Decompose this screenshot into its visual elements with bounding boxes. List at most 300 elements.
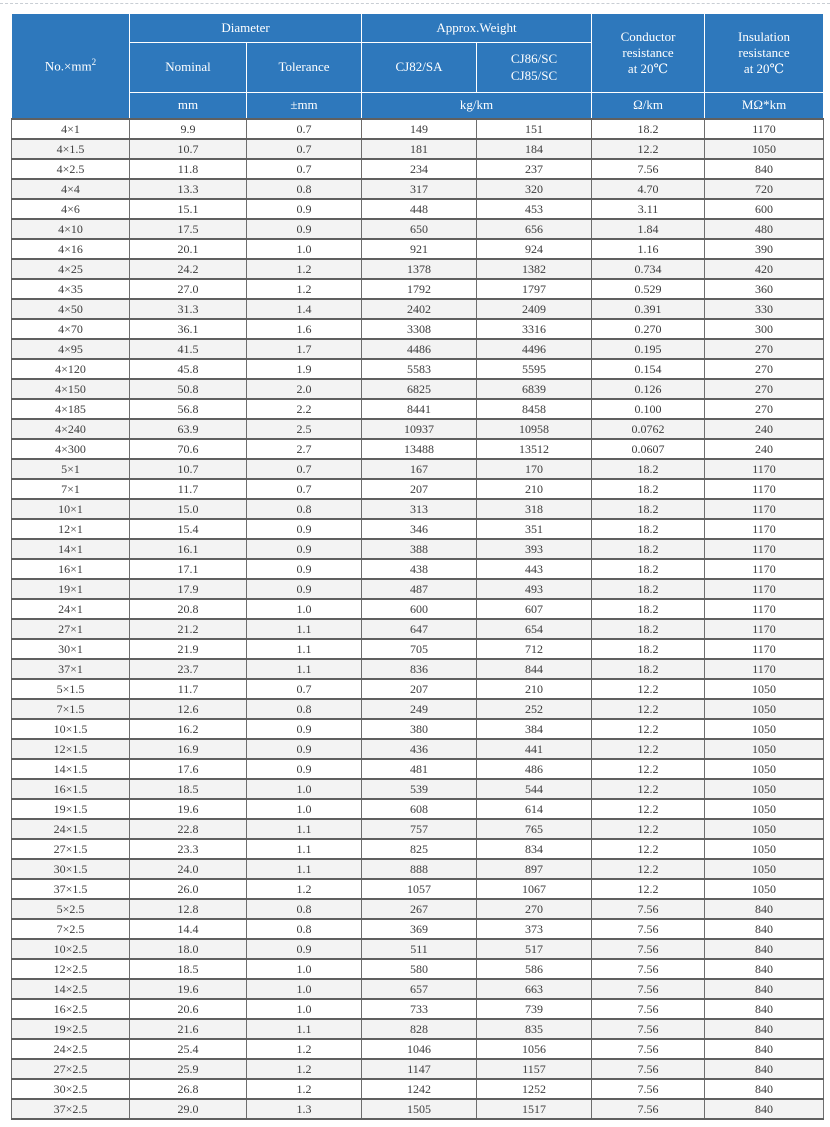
table-cell: 487 (362, 579, 477, 599)
table-row (12, 659, 824, 679)
header-insulation-line1: Insulation (738, 28, 791, 44)
table-cell: 393 (477, 539, 592, 559)
header-conductor-line3: at 20℃ (627, 61, 669, 77)
table-cell: 13488 (362, 439, 477, 459)
table-cell: 12.2 (592, 699, 705, 719)
header-cj82: CJ82/SA (362, 43, 477, 93)
table-cell: 0.7 (247, 159, 362, 179)
table-cell: 4.70 (592, 179, 705, 199)
table-cell: 330 (705, 299, 824, 319)
table-cell: 7×2.5 (12, 919, 130, 939)
table-cell: 539 (362, 779, 477, 799)
table-cell: 12.6 (130, 699, 247, 719)
header-no-mm2 (12, 14, 130, 120)
table-cell: 0.9 (247, 939, 362, 959)
table-cell: 1170 (705, 579, 824, 599)
table-cell: 493 (477, 579, 592, 599)
table-row (12, 139, 824, 159)
table-cell: 1.0 (247, 959, 362, 979)
table-cell: 25.9 (130, 1059, 247, 1079)
table-row (12, 919, 824, 939)
table-cell: 1050 (705, 879, 824, 899)
table-cell: 270 (705, 379, 824, 399)
table-cell: 270 (477, 899, 592, 919)
table-cell: 23.3 (130, 839, 247, 859)
table-cell: 267 (362, 899, 477, 919)
table-cell: 1.16 (592, 239, 705, 259)
table-row (12, 679, 824, 699)
table-cell: 4496 (477, 339, 592, 359)
table-cell: 1050 (705, 819, 824, 839)
table-cell: 30×2.5 (12, 1079, 130, 1099)
cable-spec-table (11, 13, 824, 1120)
table-row (12, 559, 824, 579)
table-cell: 24×2.5 (12, 1039, 130, 1059)
table-cell: 840 (705, 1059, 824, 1079)
table-cell: 4×240 (12, 419, 130, 439)
table-cell: 836 (362, 659, 477, 679)
table-cell: 480 (705, 219, 824, 239)
table-cell: 15.1 (130, 199, 247, 219)
table-cell: 2.5 (247, 419, 362, 439)
table-cell: 21.2 (130, 619, 247, 639)
table-row (12, 479, 824, 499)
table-cell: 0.154 (592, 359, 705, 379)
table-cell: 12.2 (592, 139, 705, 159)
table-cell: 12.2 (592, 799, 705, 819)
table-cell: 1252 (477, 1079, 592, 1099)
table-cell: 346 (362, 519, 477, 539)
table-cell: 4×10 (12, 219, 130, 239)
table-row (12, 859, 824, 879)
table-cell: 1056 (477, 1039, 592, 1059)
table-cell: 6825 (362, 379, 477, 399)
table-cell: 1.6 (247, 319, 362, 339)
table-cell: 0.8 (247, 699, 362, 719)
table-cell: 4×4 (12, 179, 130, 199)
table-cell: 600 (705, 199, 824, 219)
table-cell: 1.1 (247, 839, 362, 859)
table-cell: 270 (705, 359, 824, 379)
table-row (12, 279, 824, 299)
table-row (12, 179, 824, 199)
table-cell: 63.9 (130, 419, 247, 439)
table-cell: 19.6 (130, 799, 247, 819)
table-cell: 1.1 (247, 659, 362, 679)
table-cell: 1.2 (247, 259, 362, 279)
table-cell: 1517 (477, 1099, 592, 1119)
table-row (12, 299, 824, 319)
table-cell: 1505 (362, 1099, 477, 1119)
table-cell: 0.126 (592, 379, 705, 399)
table-cell: 18.2 (592, 639, 705, 659)
table-cell: 0.9 (247, 739, 362, 759)
table-cell: 0.270 (592, 319, 705, 339)
table-cell: 739 (477, 999, 592, 1019)
table-cell: 17.5 (130, 219, 247, 239)
table-body (12, 119, 824, 1119)
table-cell: 26.8 (130, 1079, 247, 1099)
table-row (12, 719, 824, 739)
table-cell: 18.5 (130, 779, 247, 799)
table-cell: 1.1 (247, 819, 362, 839)
table-cell: 1050 (705, 679, 824, 699)
table-cell: 19×2.5 (12, 1019, 130, 1039)
table-cell: 390 (705, 239, 824, 259)
table-cell: 18.2 (592, 499, 705, 519)
table-cell: 1.0 (247, 979, 362, 999)
table-row (12, 319, 824, 339)
table-row (12, 239, 824, 259)
table-cell: 0.734 (592, 259, 705, 279)
unit-insulation: MΩ*km (705, 93, 824, 120)
table-cell: 840 (705, 1039, 824, 1059)
table-cell: 24.0 (130, 859, 247, 879)
table-cell: 897 (477, 859, 592, 879)
table-cell: 1170 (705, 519, 824, 539)
header-diameter: Diameter (130, 14, 362, 43)
table-cell: 5×1 (12, 459, 130, 479)
table-cell: 757 (362, 819, 477, 839)
table-cell: 1050 (705, 699, 824, 719)
table-cell: 24×1 (12, 599, 130, 619)
table-cell: 270 (705, 339, 824, 359)
table-cell: 29.0 (130, 1099, 247, 1119)
table-cell: 56.8 (130, 399, 247, 419)
table-cell: 840 (705, 959, 824, 979)
table-cell: 313 (362, 499, 477, 519)
table-cell: 1170 (705, 659, 824, 679)
table-cell: 10.7 (130, 459, 247, 479)
table-row (12, 399, 824, 419)
table-cell: 2409 (477, 299, 592, 319)
table-cell: 380 (362, 719, 477, 739)
table-cell: 1046 (362, 1039, 477, 1059)
table-cell: 18.2 (592, 459, 705, 479)
table-cell: 825 (362, 839, 477, 859)
table-cell: 614 (477, 799, 592, 819)
table-cell: 20.6 (130, 999, 247, 1019)
table-cell: 1.2 (247, 1059, 362, 1079)
table-cell: 18.2 (592, 519, 705, 539)
table-cell: 17.9 (130, 579, 247, 599)
page-top-rule (0, 3, 830, 4)
table-cell: 70.6 (130, 439, 247, 459)
table-cell: 12.2 (592, 719, 705, 739)
table-cell: 0.7 (247, 479, 362, 499)
table-cell: 12×1.5 (12, 739, 130, 759)
table-cell: 17.6 (130, 759, 247, 779)
table-cell: 517 (477, 939, 592, 959)
table-row (12, 359, 824, 379)
table-cell: 14×1 (12, 539, 130, 559)
table-cell: 7.56 (592, 899, 705, 919)
table-cell: 5595 (477, 359, 592, 379)
table-cell: 14×2.5 (12, 979, 130, 999)
table-cell: 1170 (705, 119, 824, 139)
table-cell: 1170 (705, 559, 824, 579)
table-row (12, 259, 824, 279)
table-row (12, 879, 824, 899)
table-cell: 3308 (362, 319, 477, 339)
table-cell: 840 (705, 1099, 824, 1119)
table-row (12, 1099, 824, 1119)
table-row (12, 539, 824, 559)
table-cell: 4×95 (12, 339, 130, 359)
table-cell: 4×6 (12, 199, 130, 219)
table-cell: 14×1.5 (12, 759, 130, 779)
unit-weight: kg/km (362, 93, 592, 120)
table-row (12, 739, 824, 759)
table-cell: 4×50 (12, 299, 130, 319)
table-cell: 1157 (477, 1059, 592, 1079)
table-cell: 1.1 (247, 619, 362, 639)
table-cell: 1170 (705, 599, 824, 619)
table-cell: 733 (362, 999, 477, 1019)
table-cell: 840 (705, 1019, 824, 1039)
table-cell: 1170 (705, 459, 824, 479)
table-cell: 441 (477, 739, 592, 759)
table-cell: 1.1 (247, 859, 362, 879)
table-cell: 1050 (705, 139, 824, 159)
table-cell: 1242 (362, 1079, 477, 1099)
table-cell: 7.56 (592, 1079, 705, 1099)
table-cell: 37×2.5 (12, 1099, 130, 1119)
table-cell: 11.8 (130, 159, 247, 179)
table-cell: 1170 (705, 479, 824, 499)
table-cell: 7.56 (592, 999, 705, 1019)
table-cell: 1382 (477, 259, 592, 279)
table-cell: 22.8 (130, 819, 247, 839)
table-cell: 921 (362, 239, 477, 259)
table-row (12, 619, 824, 639)
table-cell: 12.2 (592, 879, 705, 899)
unit-nominal: mm (130, 93, 247, 120)
table-row (12, 1079, 824, 1099)
table-cell: 4486 (362, 339, 477, 359)
table-cell: 4×1 (12, 119, 130, 139)
table-header (12, 14, 824, 120)
table-cell: 36.1 (130, 319, 247, 339)
table-cell: 1050 (705, 759, 824, 779)
table-cell: 12.2 (592, 679, 705, 699)
header-cj86-line2: CJ85/SC (510, 67, 558, 83)
table-cell: 360 (705, 279, 824, 299)
table-cell: 1050 (705, 739, 824, 759)
table-cell: 4×2.5 (12, 159, 130, 179)
table-cell: 1.1 (247, 639, 362, 659)
table-cell: 840 (705, 899, 824, 919)
table-cell: 3316 (477, 319, 592, 339)
table-cell: 10937 (362, 419, 477, 439)
table-cell: 14.4 (130, 919, 247, 939)
table-cell: 18.5 (130, 959, 247, 979)
table-row (12, 199, 824, 219)
table-cell: 448 (362, 199, 477, 219)
table-cell: 234 (362, 159, 477, 179)
table-row (12, 1019, 824, 1039)
table-cell: 7.56 (592, 979, 705, 999)
table-cell: 3.11 (592, 199, 705, 219)
table-cell: 0.0762 (592, 419, 705, 439)
table-cell: 840 (705, 939, 824, 959)
table-cell: 320 (477, 179, 592, 199)
table-cell: 1170 (705, 539, 824, 559)
table-row (12, 639, 824, 659)
table-cell: 12.2 (592, 859, 705, 879)
table-cell: 7.56 (592, 1099, 705, 1119)
table-cell: 12.8 (130, 899, 247, 919)
table-cell: 705 (362, 639, 477, 659)
table-cell: 1147 (362, 1059, 477, 1079)
table-cell: 300 (705, 319, 824, 339)
table-cell: 207 (362, 679, 477, 699)
table-cell: 10×1 (12, 499, 130, 519)
header-approx-weight: Approx.Weight (362, 14, 592, 43)
table-row (12, 799, 824, 819)
header-conductor-resistance (592, 14, 705, 93)
table-cell: 0.9 (247, 539, 362, 559)
table-cell: 5583 (362, 359, 477, 379)
table-cell: 369 (362, 919, 477, 939)
table-row (12, 819, 824, 839)
table-cell: 1.84 (592, 219, 705, 239)
table-cell: 17.1 (130, 559, 247, 579)
table-cell: 7×1 (12, 479, 130, 499)
table-cell: 240 (705, 419, 824, 439)
table-cell: 840 (705, 979, 824, 999)
table-cell: 18.2 (592, 619, 705, 639)
table-cell: 828 (362, 1019, 477, 1039)
table-cell: 1057 (362, 879, 477, 899)
table-cell: 580 (362, 959, 477, 979)
table-cell: 7.56 (592, 959, 705, 979)
table-cell: 240 (705, 439, 824, 459)
table-cell: 9.9 (130, 119, 247, 139)
table-cell: 4×185 (12, 399, 130, 419)
table-cell: 6839 (477, 379, 592, 399)
table-cell: 7.56 (592, 159, 705, 179)
table-cell: 2.7 (247, 439, 362, 459)
table-cell: 19×1 (12, 579, 130, 599)
table-cell: 1.0 (247, 239, 362, 259)
table-cell: 16×2.5 (12, 999, 130, 1019)
table-cell: 384 (477, 719, 592, 739)
table-cell: 318 (477, 499, 592, 519)
table-cell: 654 (477, 619, 592, 639)
table-cell: 19.6 (130, 979, 247, 999)
table-cell: 24.2 (130, 259, 247, 279)
table-cell: 18.2 (592, 539, 705, 559)
table-cell: 18.2 (592, 599, 705, 619)
table-cell: 1.9 (247, 359, 362, 379)
table-cell: 151 (477, 119, 592, 139)
table-cell: 41.5 (130, 339, 247, 359)
table-row (12, 339, 824, 359)
table-cell: 0.9 (247, 559, 362, 579)
table-cell: 0.7 (247, 139, 362, 159)
table-cell: 5×1.5 (12, 679, 130, 699)
table-cell: 607 (477, 599, 592, 619)
table-cell: 12×1 (12, 519, 130, 539)
table-cell: 2402 (362, 299, 477, 319)
table-cell: 388 (362, 539, 477, 559)
table-row (12, 579, 824, 599)
table-cell: 8441 (362, 399, 477, 419)
table-cell: 835 (477, 1019, 592, 1039)
table-cell: 0.529 (592, 279, 705, 299)
table-cell: 4×35 (12, 279, 130, 299)
table-row (12, 1039, 824, 1059)
table-cell: 210 (477, 679, 592, 699)
table-row (12, 379, 824, 399)
table-cell: 13512 (477, 439, 592, 459)
table-cell: 2.2 (247, 399, 362, 419)
table-cell: 0.9 (247, 219, 362, 239)
table-cell: 7.56 (592, 1039, 705, 1059)
table-cell: 1.4 (247, 299, 362, 319)
table-cell: 249 (362, 699, 477, 719)
table-cell: 1.0 (247, 999, 362, 1019)
table-cell: 30×1.5 (12, 859, 130, 879)
table-cell: 20.1 (130, 239, 247, 259)
table-row (12, 979, 824, 999)
table-cell: 0.8 (247, 899, 362, 919)
table-cell: 373 (477, 919, 592, 939)
table-cell: 1.2 (247, 1079, 362, 1099)
table-row (12, 1059, 824, 1079)
header-no-mm2-sup: 2 (91, 57, 97, 68)
table-cell: 600 (362, 599, 477, 619)
header-insulation-line3: at 20℃ (743, 61, 785, 77)
table-cell: 544 (477, 779, 592, 799)
table-cell: 18.2 (592, 479, 705, 499)
table-cell: 765 (477, 819, 592, 839)
table-cell: 924 (477, 239, 592, 259)
table-cell: 4×25 (12, 259, 130, 279)
table-cell: 18.2 (592, 559, 705, 579)
table-cell: 0.195 (592, 339, 705, 359)
table-row (12, 959, 824, 979)
table-cell: 8458 (477, 399, 592, 419)
table-cell: 1050 (705, 779, 824, 799)
table-cell: 1050 (705, 719, 824, 739)
table-cell: 840 (705, 1079, 824, 1099)
table-cell: 18.2 (592, 579, 705, 599)
table-cell: 1170 (705, 499, 824, 519)
table-cell: 16.2 (130, 719, 247, 739)
table-cell: 31.3 (130, 299, 247, 319)
table-cell: 1170 (705, 639, 824, 659)
table-cell: 0.8 (247, 179, 362, 199)
table-cell: 7×1.5 (12, 699, 130, 719)
table-cell: 27.0 (130, 279, 247, 299)
table-cell: 1.2 (247, 1039, 362, 1059)
table-cell: 840 (705, 999, 824, 1019)
table-cell: 4×1.5 (12, 139, 130, 159)
table-cell: 1.7 (247, 339, 362, 359)
unit-tolerance: ±mm (247, 93, 362, 120)
table-cell: 0.100 (592, 399, 705, 419)
table-cell: 657 (362, 979, 477, 999)
table-cell: 5×2.5 (12, 899, 130, 919)
table-row (12, 439, 824, 459)
table-cell: 45.8 (130, 359, 247, 379)
table-cell: 30×1 (12, 639, 130, 659)
table-cell: 4×120 (12, 359, 130, 379)
table-cell: 0.9 (247, 719, 362, 739)
table-cell: 4×300 (12, 439, 130, 459)
